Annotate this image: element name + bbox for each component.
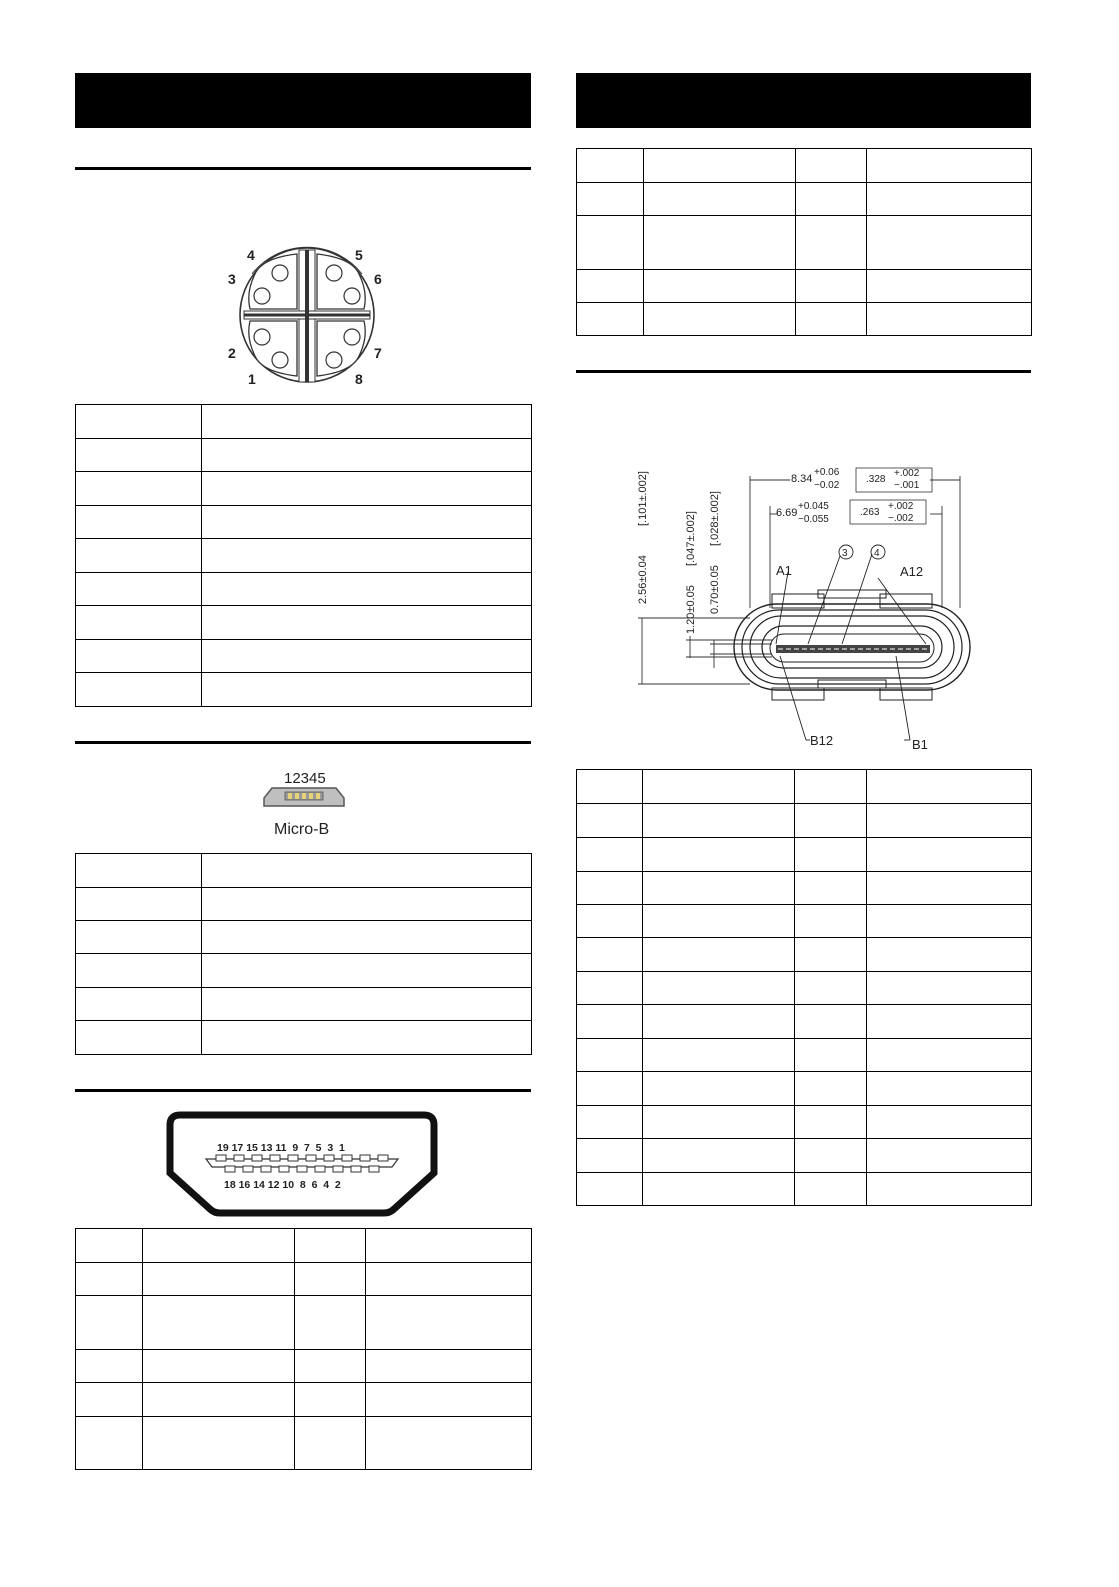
- table-cell: [577, 216, 644, 270]
- table-cell: [577, 1173, 643, 1206]
- usbc-label-a12: A12: [900, 564, 924, 579]
- table-cell: [867, 1072, 1032, 1106]
- usbc-dim-inner-in-minus: −.002: [888, 513, 914, 524]
- table-cell: [795, 1039, 867, 1072]
- table-cell: [795, 905, 867, 938]
- table-cell: [577, 1139, 643, 1173]
- usbc-label-a1: A1: [776, 563, 792, 578]
- table-row: [76, 1417, 532, 1470]
- table-cell: [202, 640, 532, 673]
- table-cell: [76, 539, 202, 573]
- table-cell: [366, 1417, 532, 1470]
- table-cell: [202, 954, 532, 988]
- m12-pin-1: 1: [248, 371, 256, 387]
- table-row: [577, 1106, 1032, 1139]
- table-row: [577, 804, 1032, 838]
- table-cell: [76, 640, 202, 673]
- table-cell: [295, 1350, 366, 1383]
- table-cell: [76, 472, 202, 506]
- table-cell: [643, 1173, 795, 1206]
- table-row: [76, 888, 532, 921]
- usbc-dim-height: 2.56±0.04: [637, 555, 649, 604]
- table-cell: [202, 673, 532, 707]
- table-cell: [202, 472, 532, 506]
- table-cell: [795, 972, 867, 1005]
- table-cell: [76, 921, 202, 954]
- table-row: [76, 1229, 532, 1263]
- table-cell: [76, 573, 202, 606]
- usbc-dim-inner-plus: +0.045: [798, 501, 829, 512]
- usbc-dim-height-in: [.101±.002]: [637, 471, 649, 526]
- table-cell: [796, 149, 867, 183]
- table-row: [577, 1139, 1032, 1173]
- table-row: [76, 439, 532, 472]
- table-cell: [143, 1383, 295, 1417]
- table-cell: [577, 1072, 643, 1106]
- table-cell: [643, 838, 795, 872]
- table-row: [577, 1005, 1032, 1039]
- table-cell: [577, 838, 643, 872]
- table-cell: [795, 770, 867, 804]
- table-cell: [796, 183, 867, 216]
- table-row: [76, 1296, 532, 1350]
- micro-usb-pin-numbers: 12345: [284, 770, 326, 787]
- table-row: [577, 972, 1032, 1005]
- table-cell: [577, 804, 643, 838]
- table-cell: [143, 1417, 295, 1470]
- table-cell: [643, 804, 795, 838]
- table-cell: [76, 1350, 143, 1383]
- table-cell: [867, 270, 1032, 303]
- power-pin-table: [576, 148, 1032, 336]
- table-cell: [366, 1263, 532, 1296]
- table-cell: [202, 854, 532, 888]
- section-banner-left: [75, 73, 531, 128]
- table-row: [76, 673, 532, 707]
- table-cell: [867, 838, 1032, 872]
- table-cell: [143, 1263, 295, 1296]
- table-cell: [796, 216, 867, 270]
- table-cell: [577, 1106, 643, 1139]
- table-cell: [76, 439, 202, 472]
- table-cell: [202, 888, 532, 921]
- table-cell: [202, 1021, 532, 1055]
- usbc-label-b12: B12: [810, 733, 834, 748]
- table-cell: [76, 606, 202, 640]
- table-row: [76, 921, 532, 954]
- table-cell: [366, 1350, 532, 1383]
- table-row: [76, 854, 532, 888]
- table-cell: [577, 1039, 643, 1072]
- table-row: [76, 506, 532, 539]
- table-cell: [644, 303, 796, 336]
- table-row: [577, 303, 1032, 336]
- table-cell: [295, 1263, 366, 1296]
- m12-pin-4: 4: [247, 247, 255, 263]
- usbc-dim-contact: 0.70±0.05: [709, 565, 721, 614]
- table-cell: [867, 216, 1032, 270]
- table-row: [76, 988, 532, 1021]
- section-rule-usbc: [576, 370, 1031, 373]
- table-cell: [76, 954, 202, 988]
- usbc-dim-inner-in: .263: [860, 507, 880, 518]
- usbc-dim-width: 8.34: [791, 473, 813, 485]
- table-cell: [795, 1139, 867, 1173]
- table-cell: [644, 270, 796, 303]
- table-cell: [577, 872, 643, 905]
- usbc-pin-table: [576, 769, 1032, 1206]
- section-rule-hdmi: [75, 1089, 531, 1092]
- micro-usb-label: Micro-B: [274, 821, 330, 838]
- table-cell: [867, 804, 1032, 838]
- table-cell: [867, 872, 1032, 905]
- table-cell: [795, 804, 867, 838]
- table-cell: [202, 606, 532, 640]
- table-cell: [644, 149, 796, 183]
- table-cell: [295, 1296, 366, 1350]
- table-cell: [867, 1106, 1032, 1139]
- table-cell: [76, 1021, 202, 1055]
- table-cell: [202, 405, 532, 439]
- table-cell: [867, 1039, 1032, 1072]
- table-cell: [202, 573, 532, 606]
- hdmi-connector-diagram: [166, 1111, 438, 1217]
- table-cell: [295, 1417, 366, 1470]
- table-row: [76, 606, 532, 640]
- table-row: [76, 1350, 532, 1383]
- table-cell: [76, 1417, 143, 1470]
- table-cell: [795, 838, 867, 872]
- table-cell: [643, 938, 795, 972]
- table-cell: [76, 988, 202, 1021]
- table-cell: [867, 149, 1032, 183]
- table-row: [76, 405, 532, 439]
- table-cell: [867, 183, 1032, 216]
- table-cell: [644, 216, 796, 270]
- table-cell: [577, 183, 644, 216]
- table-row: [76, 1383, 532, 1417]
- hdmi-pin-table: [75, 1228, 532, 1470]
- table-cell: [295, 1383, 366, 1417]
- usbc-dim-inner-in-plus: +.002: [888, 501, 914, 512]
- table-cell: [643, 972, 795, 1005]
- table-row: [577, 938, 1032, 972]
- table-cell: [577, 1005, 643, 1039]
- table-row: [577, 149, 1032, 183]
- table-cell: [202, 506, 532, 539]
- m12-pin-5: 5: [355, 247, 363, 263]
- table-cell: [76, 1383, 143, 1417]
- table-cell: [796, 270, 867, 303]
- hdmi-top-pin-numbers: 19 17 15 13 11 9 7 5 3 1: [217, 1142, 345, 1154]
- table-cell: [643, 905, 795, 938]
- usbc-dim-inner: 6.69: [776, 507, 798, 519]
- table-row: [577, 270, 1032, 303]
- table-cell: [643, 1039, 795, 1072]
- m12-pin-table: [75, 404, 532, 707]
- table-cell: [577, 303, 644, 336]
- table-cell: [76, 1296, 143, 1350]
- table-cell: [795, 1005, 867, 1039]
- hdmi-bottom-pin-numbers: 18 16 14 12 10 8 6 4 2: [224, 1179, 341, 1191]
- m12-pin-2: 2: [228, 345, 236, 361]
- table-row: [76, 640, 532, 673]
- usbc-dim-width-in: .328: [866, 474, 886, 485]
- usbc-dim-inner-minus: −0.055: [798, 514, 829, 525]
- table-row: [577, 216, 1032, 270]
- table-row: [76, 1021, 532, 1055]
- table-row: [76, 1263, 532, 1296]
- table-row: [76, 954, 532, 988]
- table-row: [577, 1173, 1032, 1206]
- table-cell: [366, 1383, 532, 1417]
- m12-connector-diagram: [222, 244, 392, 390]
- table-cell: [643, 1072, 795, 1106]
- usbc-dim-tongue: 1.20±0.05: [685, 585, 697, 634]
- table-row: [577, 905, 1032, 938]
- table-cell: [796, 303, 867, 336]
- table-cell: [577, 770, 643, 804]
- table-cell: [795, 1173, 867, 1206]
- table-cell: [643, 770, 795, 804]
- section-rule-micro-usb: [75, 741, 531, 744]
- table-cell: [643, 1139, 795, 1173]
- table-cell: [795, 872, 867, 905]
- table-cell: [867, 905, 1032, 938]
- table-row: [577, 1039, 1032, 1072]
- table-cell: [143, 1350, 295, 1383]
- usbc-dim-width-minus: −0.02: [814, 480, 840, 491]
- table-cell: [366, 1296, 532, 1350]
- table-cell: [643, 1106, 795, 1139]
- table-cell: [76, 888, 202, 921]
- table-cell: [577, 938, 643, 972]
- table-cell: [867, 303, 1032, 336]
- table-cell: [577, 270, 644, 303]
- m12-pin-6: 6: [374, 271, 382, 287]
- usbc-label-b1: B1: [912, 737, 928, 752]
- table-cell: [795, 1072, 867, 1106]
- usbc-callout-3: 3: [842, 548, 848, 559]
- micro-usb-pin-table: [75, 853, 532, 1055]
- table-cell: [76, 854, 202, 888]
- table-cell: [76, 1229, 143, 1263]
- table-cell: [202, 921, 532, 954]
- table-cell: [202, 988, 532, 1021]
- table-cell: [867, 1173, 1032, 1206]
- table-cell: [577, 972, 643, 1005]
- table-cell: [76, 1263, 143, 1296]
- table-row: [577, 838, 1032, 872]
- usbc-dim-width-in-plus: +.002: [894, 468, 920, 479]
- table-cell: [202, 439, 532, 472]
- table-row: [76, 472, 532, 506]
- table-row: [577, 872, 1032, 905]
- section-banner-right: [576, 73, 1031, 128]
- m12-pin-7: 7: [374, 345, 382, 361]
- section-rule-m12: [75, 167, 531, 170]
- table-row: [76, 539, 532, 573]
- table-cell: [867, 972, 1032, 1005]
- table-cell: [867, 770, 1032, 804]
- micro-usb-connector-icon: [262, 786, 346, 810]
- table-row: [577, 183, 1032, 216]
- table-cell: [867, 1139, 1032, 1173]
- table-cell: [76, 405, 202, 439]
- usbc-dim-tongue-in: [.047±.002]: [685, 511, 697, 566]
- table-cell: [867, 1005, 1032, 1039]
- table-cell: [644, 183, 796, 216]
- table-cell: [795, 1106, 867, 1139]
- table-cell: [795, 938, 867, 972]
- table-cell: [643, 1005, 795, 1039]
- table-cell: [143, 1296, 295, 1350]
- table-row: [76, 573, 532, 606]
- table-cell: [143, 1229, 295, 1263]
- usbc-dim-width-plus: +0.06: [814, 467, 840, 478]
- table-row: [577, 1072, 1032, 1106]
- usbc-dim-contact-in: [.028±.002]: [709, 491, 721, 546]
- usbc-connector-diagram: [630, 458, 980, 754]
- table-cell: [366, 1229, 532, 1263]
- table-cell: [76, 673, 202, 707]
- table-cell: [202, 539, 532, 573]
- m12-pin-3: 3: [228, 271, 236, 287]
- table-cell: [643, 872, 795, 905]
- table-cell: [76, 506, 202, 539]
- table-cell: [295, 1229, 366, 1263]
- m12-pin-8: 8: [355, 371, 363, 387]
- table-cell: [577, 905, 643, 938]
- table-row: [577, 770, 1032, 804]
- usbc-dim-width-in-minus: −.001: [894, 480, 920, 491]
- table-cell: [867, 938, 1032, 972]
- usbc-callout-4: 4: [874, 548, 880, 559]
- table-cell: [577, 149, 644, 183]
